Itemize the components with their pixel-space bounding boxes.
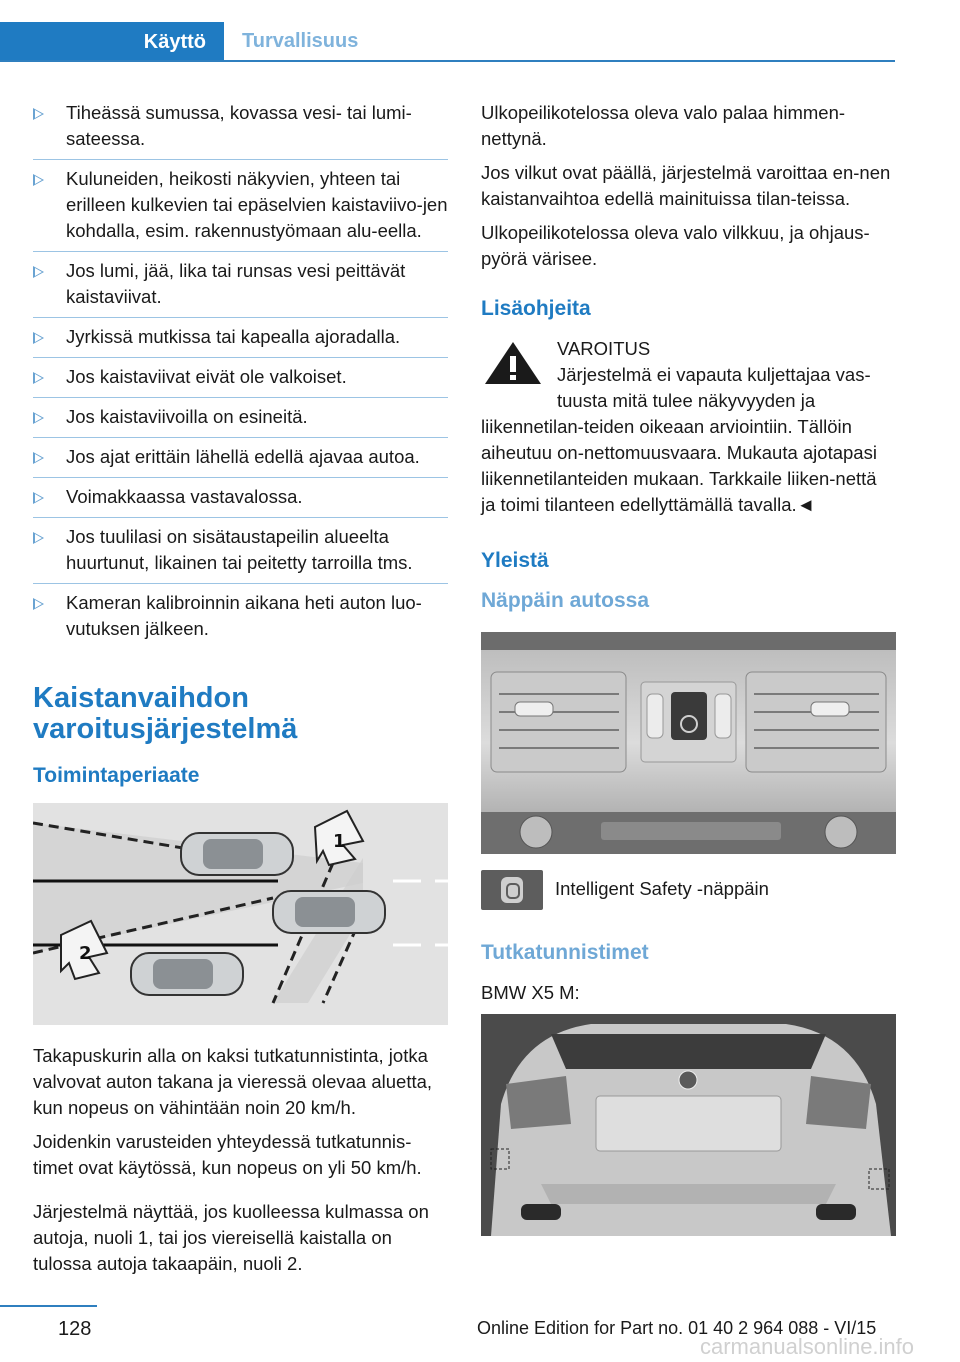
list-item: Tiheässä sumussa, kovassa vesi- tai lumi-sateessa. bbox=[33, 100, 448, 160]
lane-diagram-svg bbox=[33, 803, 448, 1025]
car-rear-svg bbox=[481, 1014, 896, 1236]
subsection-title: Toimintaperiaate bbox=[33, 764, 200, 787]
tab-kaytto[interactable]: Käyttö bbox=[0, 22, 224, 62]
triangle-bullet-icon bbox=[33, 108, 44, 120]
triangle-bullet-icon bbox=[33, 412, 44, 424]
list-item: Jos lumi, jää, lika tai runsas vesi peittävät kaistaviivat. bbox=[33, 258, 448, 318]
paragraph-sensors: Takapuskurin alla on kaksi tutkatunnistinta, jotka valvovat auton takana ja vieressä olevaa aluetta, kun nopeus on vähintään noin 20 km/h. bbox=[33, 1045, 433, 1118]
right-column bbox=[481, 100, 896, 1236]
triangle-bullet-icon bbox=[33, 492, 44, 504]
sensors-model: BMW X5 M: bbox=[481, 982, 580, 1003]
page-number: 128 bbox=[58, 1318, 92, 1340]
list-item: Kameran kalibroinnin aikana heti auton luo-vutuksen jälkeen. bbox=[33, 590, 448, 649]
notes-title: Lisäohjeita bbox=[481, 297, 591, 320]
triangle-bullet-icon bbox=[33, 598, 44, 610]
car-rear-figure bbox=[481, 1014, 896, 1236]
section-title: Kaistanvaihdon varoitusjärjestelmä bbox=[33, 682, 298, 745]
triangle-bullet-icon bbox=[33, 452, 44, 464]
warning-title: VAROITUS bbox=[557, 338, 651, 359]
header-divider bbox=[0, 60, 895, 62]
paragraph-turn-signal: Jos vilkut ovat päällä, järjestelmä varoittaa en-nen kaistanvaihtoa edellä mainituissa tilan-teissa. bbox=[481, 162, 891, 209]
warning-block bbox=[481, 336, 896, 518]
list-item: Jos tuulilasi on sisätaustapeilin alueelta huurtunut, likainen tai peitetty tarroilla tms. bbox=[33, 524, 448, 584]
watermark-text: carmanualsonline.info bbox=[700, 1334, 915, 1359]
condition-list bbox=[33, 100, 448, 649]
triangle-bullet-icon bbox=[33, 266, 44, 278]
paragraph-vibration: Ulkopeilikotelossa oleva valo vilkkuu, ja ohjaus-pyörä värisee. bbox=[481, 222, 870, 269]
paragraph-mirror-light: Ulkopeilikotelossa oleva valo palaa himmen-nettynä. bbox=[481, 102, 846, 149]
triangle-bullet-icon bbox=[33, 532, 44, 544]
button-caption-row bbox=[481, 870, 896, 910]
triangle-bullet-icon bbox=[33, 174, 44, 186]
warning-triangle-icon bbox=[481, 338, 545, 388]
list-item: Jos kaistaviivoilla on esineitä. bbox=[33, 404, 448, 438]
paragraph-display: Järjestelmä näyttää, jos kuolleessa kulmassa on autoja, nuoli 1, tai jos viereisellä kaistalla on tulossa autoja takaapäin, nuoli 2. bbox=[33, 1201, 429, 1274]
list-item: Kuluneiden, heikosti näkyvien, yhteen tai erilleen kulkevien tai epäselvien kaistaviivo-jen kohdalla, esim. rakennustyömaan alu-eella. bbox=[33, 166, 448, 252]
intelligent-safety-button-icon bbox=[481, 870, 543, 910]
car-middle bbox=[273, 891, 385, 933]
sensors-title: Tutkatunnistimet bbox=[481, 941, 649, 964]
dashboard-svg bbox=[481, 632, 896, 854]
list-item: Jyrkissä mutkissa tai kapealla ajoradalla. bbox=[33, 324, 448, 358]
paragraph-variants: Joidenkin varusteiden yhteydessä tutkatunnis-timet ovat käytössä, kun nopeus on yli 50 km/h. bbox=[33, 1131, 422, 1178]
lane-diagram bbox=[33, 803, 448, 1025]
car-bottom bbox=[131, 953, 243, 995]
list-item: Jos ajat erittäin lähellä edellä ajavaa autoa. bbox=[33, 444, 448, 478]
list-item: Jos kaistaviivat eivät ole valkoiset. bbox=[33, 364, 448, 398]
footer-divider bbox=[0, 1305, 97, 1307]
arrow-2-label: 2 bbox=[79, 943, 92, 964]
general-title: Yleistä bbox=[481, 549, 549, 572]
left-column bbox=[33, 100, 448, 1285]
triangle-bullet-icon bbox=[33, 332, 44, 344]
list-item: Voimakkaassa vastavalossa. bbox=[33, 484, 448, 518]
button-location-title: Näppäin autossa bbox=[481, 589, 650, 612]
edition-text: Online Edition for Part no. 01 40 2 964 088 - VI/15 bbox=[477, 1318, 877, 1338]
warning-text: Järjestelmä ei vapauta kuljettajaa vas-tuusta mitä tulee näkyvyyden ja liikennetilan-teiden oikeaan arviointiin. Tällöin aiheutuu on-nettomuusvaara. Mukauta ajotapasi liikennetilanteiden mukaan. Tarkkaile liiken-nettä ja toimi tilanteen edellyttämällä tavalla.◄ bbox=[481, 364, 877, 515]
dashboard-figure bbox=[481, 632, 896, 854]
button-caption: Intelligent Safety -näppäin bbox=[555, 878, 769, 899]
arrow-1-label: 1 bbox=[333, 831, 346, 852]
car-top bbox=[181, 833, 293, 875]
tab-turvallisuus[interactable]: Turvallisuus bbox=[242, 29, 359, 52]
triangle-bullet-icon bbox=[33, 372, 44, 384]
